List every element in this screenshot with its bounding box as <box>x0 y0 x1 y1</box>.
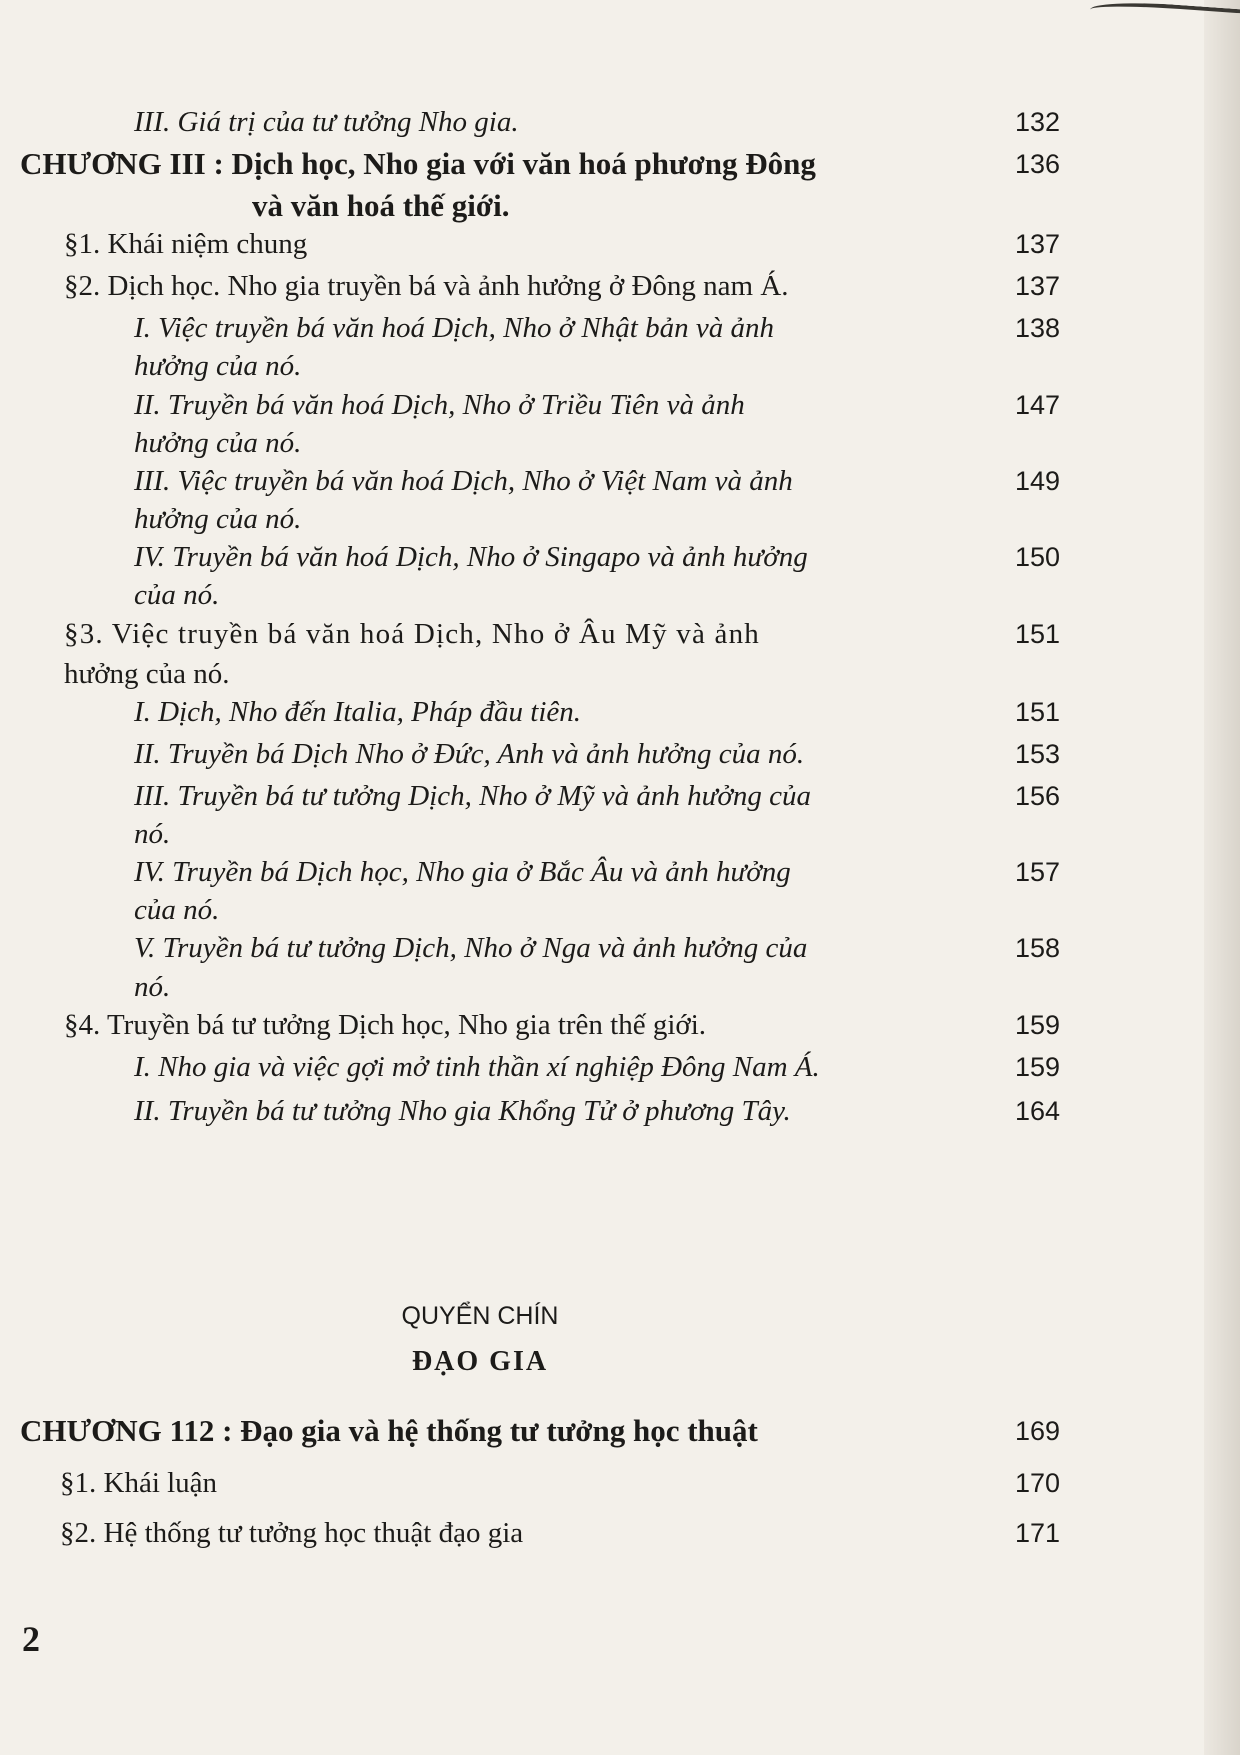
toc-section-text: §1. Khái niệm chung <box>64 228 308 260</box>
toc-entry-text: III. Truyền bá tư tưởng Dịch, Nho ở Mỹ và ảnh hưởng của <box>134 780 812 812</box>
toc-page-number: 159 <box>1014 1010 1060 1040</box>
toc-page-number: 149 <box>1014 466 1060 496</box>
toc-page-number: 138 <box>1014 313 1060 343</box>
toc-entry-text: hưởng của nó. <box>134 503 302 535</box>
toc-chapter-title: CHƯƠNG 112 : Đạo gia và hệ thống tư tưởng học thuật <box>20 1413 758 1448</box>
toc-page-number: 150 <box>1014 542 1060 572</box>
toc-entry-text: của nó. <box>134 894 220 926</box>
toc-entry-text: I. Việc truyền bá văn hoá Dịch, Nho ở Nhật bản và ảnh <box>134 312 774 344</box>
toc-section-text: §4. Truyền bá tư tưởng Dịch học, Nho gia trên thế giới. <box>64 1009 707 1041</box>
toc-entry-text: II. Truyền bá văn hoá Dịch, Nho ở Triều Tiên và ảnh <box>134 389 745 421</box>
toc-page-number: 159 <box>1014 1052 1060 1082</box>
page-folio-number: 2 <box>22 1619 40 1659</box>
toc-section-text: §2. Dịch học. Nho gia truyền bá và ảnh hưởng ở Đông nam Á. <box>64 270 789 302</box>
toc-entry-text: IV. Truyền bá văn hoá Dịch, Nho ở Singapo và ảnh hưởng <box>134 541 808 573</box>
toc-page-number: 151 <box>1014 619 1060 649</box>
toc-page-number: 147 <box>1014 390 1060 420</box>
toc-page-number: 137 <box>1014 271 1060 301</box>
toc-entry-text: III. Giá trị của tư tưởng Nho gia. <box>134 106 519 138</box>
toc-entry-text: hưởng của nó. <box>134 427 302 459</box>
toc-entry-text: IV. Truyền bá Dịch học, Nho gia ở Bắc Âu và ảnh hưởng <box>134 856 791 888</box>
toc-entry-text: I. Dịch, Nho đến Italia, Pháp đầu tiên. <box>134 696 582 728</box>
toc-entry-text: nó. <box>134 971 171 1003</box>
toc-page-number: 158 <box>1014 933 1060 963</box>
toc-entry-text: V. Truyền bá tư tưởng Dịch, Nho ở Nga và ảnh hưởng của <box>134 932 808 964</box>
toc-entry-text: I. Nho gia và việc gợi mở tinh thần xí nghiệp Đông Nam Á. <box>134 1051 820 1083</box>
page-edge-shadow <box>1204 0 1240 1755</box>
toc-entry-text: III. Việc truyền bá văn hoá Dịch, Nho ở Việt Nam và ảnh <box>134 465 793 497</box>
toc-page-number: 164 <box>1014 1096 1060 1126</box>
toc-entry-text: II. Truyền bá tư tưởng Nho gia Khổng Tử ở phương Tây. <box>134 1095 791 1127</box>
toc-section-text: §3. Việc truyền bá văn hoá Dịch, Nho ở Âu Mỹ và ảnh <box>64 618 760 650</box>
book-label: QUYỂN CHÍN <box>401 1302 559 1330</box>
toc-section-text: hưởng của nó. <box>64 658 230 690</box>
toc-chapter-title: và văn hoá thế giới. <box>252 188 510 223</box>
toc-page-number: 170 <box>1014 1468 1060 1498</box>
toc-page-number: 169 <box>1014 1416 1060 1446</box>
toc-entry-text: nó. <box>134 818 171 850</box>
toc-section-text: §2. Hệ thống tư tưởng học thuật đạo gia <box>60 1517 524 1549</box>
toc-page-number: 157 <box>1014 857 1060 887</box>
toc-entry-text: hưởng của nó. <box>134 350 302 382</box>
toc-section-text: §1. Khái luận <box>60 1467 218 1499</box>
toc-page-number: 153 <box>1014 739 1060 769</box>
toc-entry-text: của nó. <box>134 579 220 611</box>
book-title: ĐẠO GIA <box>411 1346 549 1377</box>
toc-page-number: 151 <box>1014 697 1060 727</box>
toc-page-number: 137 <box>1014 229 1060 259</box>
toc-page-number: 171 <box>1014 1518 1060 1548</box>
toc-page-number: 132 <box>1014 107 1060 137</box>
toc-page-number: 136 <box>1014 149 1060 179</box>
toc-page-number: 156 <box>1014 781 1060 811</box>
toc-chapter-title: CHƯƠNG III : Dịch học, Nho gia với văn hoá phương Đông <box>20 146 816 181</box>
toc-entry-text: II. Truyền bá Dịch Nho ở Đức, Anh và ảnh hưởng của nó. <box>134 738 805 770</box>
